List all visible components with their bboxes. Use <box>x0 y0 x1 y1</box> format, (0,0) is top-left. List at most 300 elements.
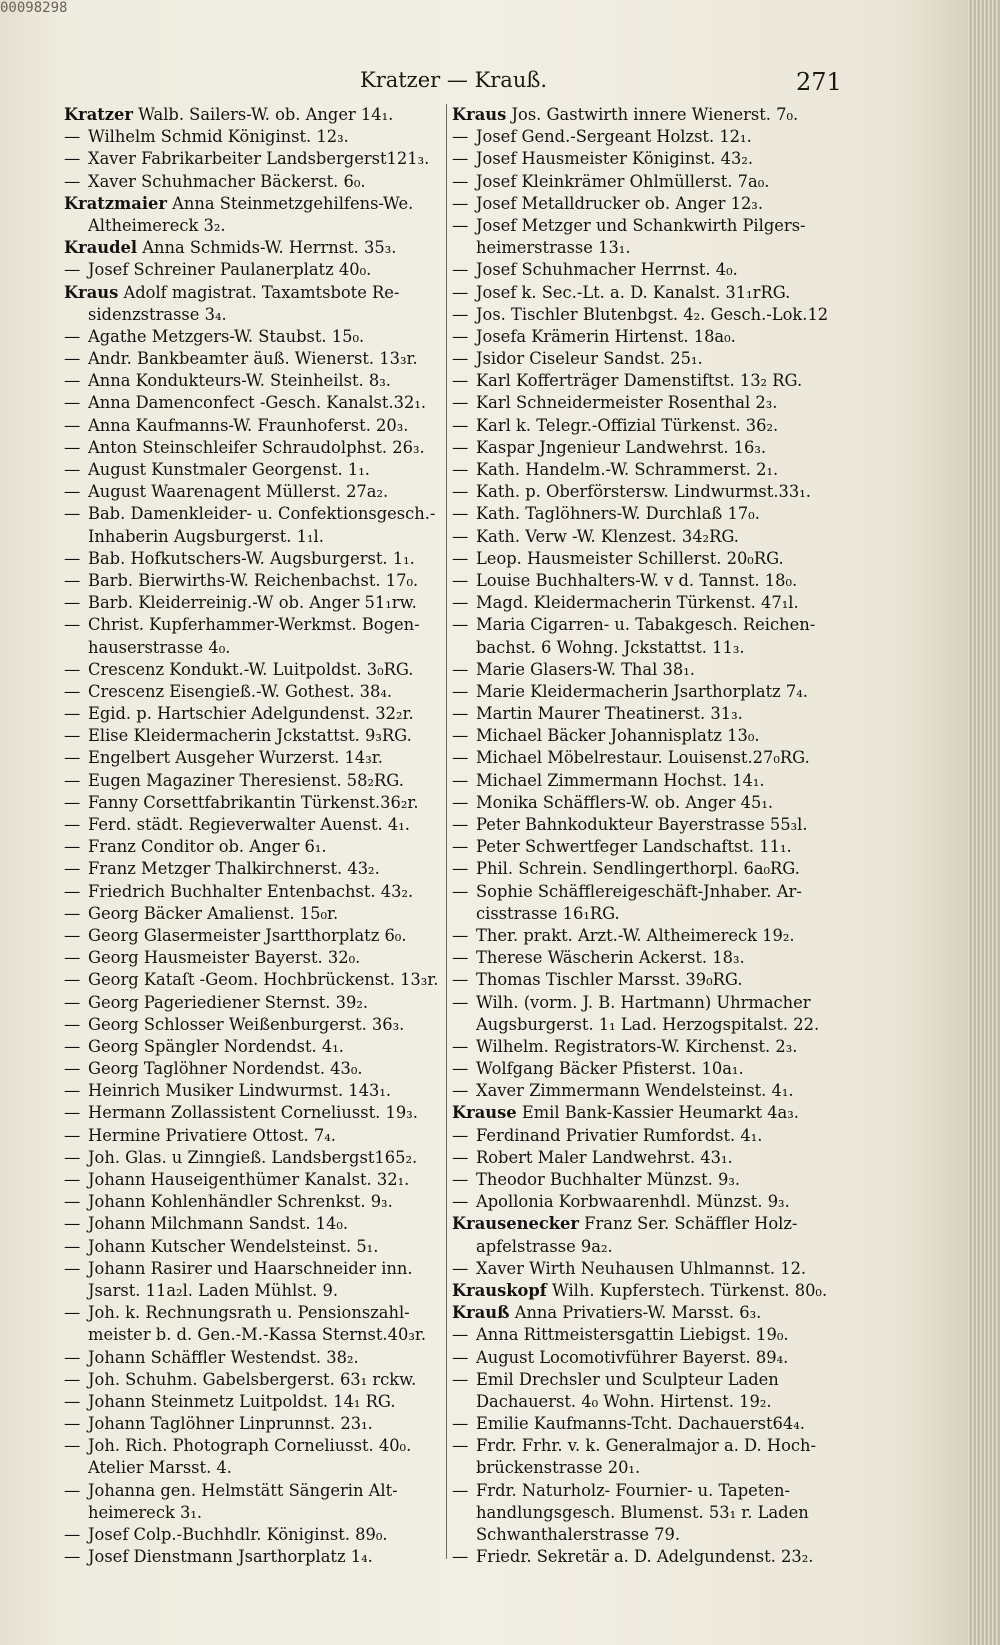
entry-text: Joh. k. Rechnungsrath u. Pensionszahl- <box>88 1303 410 1323</box>
directory-entry <box>64 459 454 481</box>
entry-text: Xaver Schuhmacher Bäckerst. 6₀. <box>88 171 366 191</box>
right-column <box>452 104 857 1568</box>
directory-entry <box>452 947 857 969</box>
directory-entry <box>452 1546 857 1568</box>
surname: Kraudel <box>64 238 138 258</box>
directory-entry <box>64 1524 454 1546</box>
directory-entry <box>64 747 454 769</box>
entry-text: hauserstrasse 4₀. <box>88 637 231 657</box>
entry-text: Marie Glasers-W. Thal 38₁. <box>476 659 695 679</box>
entry-text: Jos. Tischler Blutenbgst. 4₂. Gesch.-Lok.12 <box>476 304 829 324</box>
entry-continuation <box>64 1502 454 1524</box>
directory-entry <box>452 570 857 592</box>
ditto-dash: — <box>64 1036 81 1056</box>
entry-text: Egid. p. Hartschier Adelgundenst. 32₂r. <box>88 704 414 724</box>
entry-text: meister b. d. Gen.-M.-Kassa Sternst.40₃r. <box>88 1325 427 1345</box>
entry-continuation <box>452 237 857 259</box>
directory-entry <box>452 1413 857 1435</box>
ditto-dash: — <box>64 1170 81 1189</box>
surname: Kraus <box>64 282 119 302</box>
entry-text: Emil Bank-Kassier Heumarkt 4a₃. <box>521 1103 799 1123</box>
entry-text: Walb. Sailers-W. ob. Anger 14₁. <box>138 105 394 124</box>
directory-entry <box>64 903 454 925</box>
ditto-dash: — <box>452 948 469 968</box>
entry-text: Atelier Marsst. 4. <box>88 1458 232 1478</box>
directory-entry <box>452 1191 857 1213</box>
entry-text: Karl k. Telegr.-Offizial Türkenst. 36₂. <box>476 415 779 435</box>
entry-text: Dachauerst. 4₀ Wohn. Hirtenst. 19₂. <box>476 1391 772 1411</box>
surname: Kratzer <box>64 105 133 124</box>
surname: Krauskopf <box>452 1280 547 1300</box>
surname: Kratzmaier <box>64 193 167 213</box>
entry-text: Michael Möbelrestaur. Louisenst.27₀RG. <box>476 748 810 768</box>
entry-text: Josef Kleinkrämer Ohlmüllerst. 7a₀. <box>476 171 770 191</box>
directory-entry <box>452 259 857 281</box>
ditto-dash: — <box>64 726 81 746</box>
entry-text: Altheimereck 3₂. <box>88 215 226 235</box>
entry-text: Sophie Schäfflereigeschäft-Jnhaber. Ar- <box>476 881 802 901</box>
directory-entry <box>64 548 454 570</box>
entry-text: Josef Gend.-Sergeant Holzst. 12₁. <box>476 127 752 147</box>
ditto-dash: — <box>64 593 81 613</box>
ditto-dash: — <box>64 1103 81 1123</box>
entry-text: Ferd. städt. Regieverwalter Auenst. 4₁. <box>88 815 410 834</box>
ditto-dash: — <box>452 1436 469 1456</box>
ditto-dash: — <box>452 548 469 568</box>
entry-text: Anna Rittmeistersgattin Liebigst. 19₀. <box>476 1325 789 1345</box>
ditto-dash: — <box>452 1192 469 1212</box>
directory-entry <box>452 969 857 991</box>
entry-continuation <box>64 215 454 237</box>
directory-entry <box>452 348 857 370</box>
ditto-dash: — <box>452 282 469 302</box>
entry-text: Elise Kleidermacherin Jckstattst. 9₃RG. <box>88 726 412 746</box>
directory-entry <box>64 148 454 170</box>
directory-entry <box>452 326 857 348</box>
entry-text: Andr. Bankbeamter äuß. Wienerst. 13₃r. <box>88 349 418 369</box>
directory-entry <box>64 1169 454 1191</box>
entry-text: Wilhelm. Registrators-W. Kirchenst. 2₃. <box>476 1036 798 1056</box>
ditto-dash: — <box>64 815 81 834</box>
directory-entry <box>452 747 857 769</box>
ditto-dash: — <box>452 615 469 635</box>
surname-entry <box>64 282 454 304</box>
directory-entry <box>452 148 857 170</box>
ditto-dash: — <box>452 815 469 834</box>
entry-text: Frdr. Naturholz- Fournier- u. Tapeten- <box>476 1480 790 1500</box>
directory-entry <box>452 1169 857 1191</box>
ditto-dash: — <box>452 1414 469 1434</box>
page-number: 271 <box>796 68 842 96</box>
ditto-dash: — <box>452 1258 469 1278</box>
page-title: Kratzer — Krauß. <box>360 68 548 92</box>
surname-entry <box>452 1102 857 1124</box>
entry-text: Augsburgerst. 1₁ Lad. Herzogspitalst. 22. <box>476 1014 820 1034</box>
entry-text: Jsidor Ciseleur Sandst. 25₁. <box>476 349 703 369</box>
entry-text: Bab. Damenkleider- u. Confektionsgesch.- <box>88 504 436 524</box>
ditto-dash: — <box>452 726 469 746</box>
entry-text: Xaver Fabrikarbeiter Landsbergerst121₃. <box>88 149 430 169</box>
ditto-dash: — <box>452 992 469 1012</box>
directory-entry <box>64 881 454 903</box>
ditto-dash: — <box>452 593 469 613</box>
surname-entry <box>452 1280 857 1302</box>
entry-continuation <box>452 637 857 659</box>
entry-text: Josef k. Sec.-Lt. a. D. Kanalst. 31₁rRG. <box>476 282 791 302</box>
ditto-dash: — <box>452 260 469 280</box>
ditto-dash: — <box>64 504 81 524</box>
ditto-dash: — <box>64 681 81 701</box>
directory-entry <box>64 171 454 193</box>
surname-entry <box>452 1213 857 1235</box>
directory-entry <box>452 1435 857 1457</box>
entry-text: Georg Pageriediener Sternst. 39₂. <box>88 992 369 1012</box>
entry-continuation <box>64 1457 454 1479</box>
ditto-dash: — <box>452 437 469 457</box>
ditto-dash: — <box>64 260 81 280</box>
entry-text: Anton Steinschleifer Schraudolphst. 26₃. <box>88 437 425 457</box>
directory-entry <box>452 592 857 614</box>
directory-entry <box>452 1258 857 1280</box>
directory-entry <box>452 1369 857 1391</box>
ditto-dash: — <box>64 482 81 502</box>
ditto-dash: — <box>452 1081 469 1101</box>
ditto-dash: — <box>452 193 469 213</box>
entry-text: Johann Hauseigenthümer Kanalst. 32₁. <box>88 1170 410 1189</box>
ditto-dash: — <box>64 948 81 968</box>
entry-text: apfelstrasse 9a₂. <box>476 1236 613 1256</box>
directory-entry <box>64 770 454 792</box>
directory-entry <box>452 481 857 503</box>
ditto-dash: — <box>64 1059 81 1079</box>
entry-text: Johann Rasirer und Haarschneider inn. <box>88 1258 413 1278</box>
entry-text: August Kunstmaler Georgenst. 1₁. <box>88 460 370 479</box>
ditto-dash: — <box>64 770 81 790</box>
directory-entry <box>452 392 857 414</box>
column-divider <box>446 104 447 1559</box>
ditto-dash: — <box>64 149 81 169</box>
scan-label: 00098298 <box>0 0 68 16</box>
ditto-dash: — <box>452 859 469 879</box>
ditto-dash: — <box>452 770 469 790</box>
entry-text: Hermine Privatiere Ottost. 7₄. <box>88 1125 336 1145</box>
ditto-dash: — <box>452 1480 469 1500</box>
directory-entry <box>452 503 857 525</box>
entry-text: Josef Colp.-Buchhdlr. Königinst. 89₀. <box>88 1525 388 1544</box>
directory-entry <box>452 725 857 747</box>
ditto-dash: — <box>64 1192 81 1212</box>
entry-text: Michael Zimmermann Hochst. 14₁. <box>476 770 765 790</box>
directory-entry <box>64 1213 454 1235</box>
directory-entry <box>64 1036 454 1058</box>
directory-entry <box>64 1014 454 1036</box>
directory-entry <box>452 1324 857 1346</box>
directory-entry <box>64 1369 454 1391</box>
ditto-dash: — <box>64 992 81 1012</box>
surname-entry <box>452 104 857 126</box>
ditto-dash: — <box>452 659 469 679</box>
ditto-dash: — <box>452 570 469 590</box>
ditto-dash: — <box>64 1414 81 1434</box>
entry-text: Johann Steinmetz Luitpoldst. 14₁ RG. <box>88 1391 396 1411</box>
entry-text: Crescenz Kondukt.-W. Luitpoldst. 3₀RG. <box>88 659 414 679</box>
ditto-dash: — <box>64 615 81 635</box>
entry-continuation <box>64 1280 454 1302</box>
entry-text: Xaver Wirth Neuhausen Uhlmannst. 12. <box>476 1258 807 1278</box>
entry-text: August Waarenagent Müllerst. 27a₂. <box>88 482 389 502</box>
ditto-dash: — <box>452 171 469 191</box>
page-header <box>0 68 968 102</box>
entry-text: Engelbert Ausgeher Wurzerst. 14₃r. <box>88 748 383 768</box>
ditto-dash: — <box>452 215 469 235</box>
entry-text: Josef Dienstmann Jsarthorplatz 1₄. <box>88 1547 373 1567</box>
entry-text: Magd. Kleidermacherin Türkenst. 47₁l. <box>476 593 799 613</box>
entry-continuation <box>64 1324 454 1346</box>
directory-entry <box>64 1102 454 1124</box>
ditto-dash: — <box>64 704 81 724</box>
directory-entry <box>64 1435 454 1457</box>
entry-continuation <box>452 1457 857 1479</box>
entry-text: Marie Kleidermacherin Jsarthorplatz 7₄. <box>476 681 808 701</box>
entry-text: Franz Conditor ob. Anger 6₁. <box>88 837 327 857</box>
entry-text: Peter Schwertfeger Landschaftst. 11₁. <box>476 837 792 857</box>
ditto-dash: — <box>452 1059 469 1079</box>
entry-text: heimereck 3₁. <box>88 1502 203 1522</box>
entry-text: Apollonia Korbwaarenhdl. Münzst. 9₃. <box>476 1192 790 1212</box>
directory-entry <box>64 437 454 459</box>
ditto-dash: — <box>64 1436 81 1456</box>
directory-entry <box>64 1391 454 1413</box>
entry-text: Georg Kataſt -Geom. Hochbrückenst. 13₃r. <box>88 970 439 990</box>
directory-entry <box>452 126 857 148</box>
entry-text: Anna Kondukteurs-W. Steinheilst. 8₃. <box>88 371 391 391</box>
entry-text: Ther. prakt. Arzt.-W. Altheimereck 19₂. <box>476 925 795 945</box>
entry-text: Fanny Corsettfabrikantin Türkenst.36₂r. <box>88 792 419 812</box>
entry-text: Georg Spängler Nordendst. 4₁. <box>88 1036 344 1056</box>
ditto-dash: — <box>64 659 81 679</box>
ditto-dash: — <box>64 371 81 391</box>
directory-entry <box>452 370 857 392</box>
ditto-dash: — <box>64 1303 81 1323</box>
ditto-dash: — <box>64 792 81 812</box>
entry-text: Kath. Handelm.-W. Schrammerst. 2₁. <box>476 460 779 479</box>
entry-text: Anna Steinmetzgehilfens-We. <box>172 193 414 213</box>
entry-text: Friedr. Sekretär a. D. Adelgundenst. 23₂. <box>476 1547 814 1567</box>
directory-entry <box>452 526 857 548</box>
ditto-dash: — <box>452 149 469 169</box>
ditto-dash: — <box>64 415 81 435</box>
directory-entry <box>64 1147 454 1169</box>
entry-text: Kath. p. Oberförstersw. Lindwurmst.33₁. <box>476 482 811 502</box>
ditto-dash: — <box>452 681 469 701</box>
ditto-dash: — <box>452 792 469 812</box>
ditto-dash: — <box>64 925 81 945</box>
directory-entry <box>452 836 857 858</box>
entry-text: handlungsgesch. Blumenst. 53₁ r. Laden <box>476 1502 809 1522</box>
entry-text: Wolfgang Bäcker Pfisterst. 10a₁. <box>476 1059 744 1079</box>
entry-text: Barb. Bierwirths-W. Reichenbachst. 17₀. <box>88 570 419 590</box>
ditto-dash: — <box>64 1014 81 1034</box>
directory-entry <box>452 415 857 437</box>
directory-entry <box>64 947 454 969</box>
entry-text: Monika Schäfflers-W. ob. Anger 45₁. <box>476 792 774 812</box>
entry-text: Adolf magistrat. Taxamtsbote Re- <box>123 282 400 302</box>
ditto-dash: — <box>64 1081 81 1101</box>
entry-text: Theodor Buchhalter Münzst. 9₃. <box>476 1170 741 1189</box>
ditto-dash: — <box>452 526 469 546</box>
entry-text: Georg Hausmeister Bayerst. 32₀. <box>88 948 361 968</box>
ditto-dash: — <box>64 1347 81 1367</box>
entry-text: Friedrich Buchhalter Entenbachst. 43₂. <box>88 881 414 901</box>
entry-text: Joh. Glas. u Zinngieß. Landsbergst165₂. <box>88 1147 418 1167</box>
entry-text: Josef Metzger und Schankwirth Pilgers- <box>476 215 806 235</box>
directory-entry <box>452 1058 857 1080</box>
entry-text: Louise Buchhalters-W. v d. Tannst. 18₀. <box>476 570 798 590</box>
entry-text: Josef Hausmeister Königinst. 43₂. <box>476 149 754 169</box>
ditto-dash: — <box>452 1325 469 1345</box>
ditto-dash: — <box>64 349 81 369</box>
directory-entry <box>452 858 857 880</box>
entry-continuation <box>452 1014 857 1036</box>
ditto-dash: — <box>64 127 81 147</box>
ditto-dash: — <box>64 970 81 990</box>
directory-entry <box>452 193 857 215</box>
ditto-dash: — <box>452 371 469 391</box>
ditto-dash: — <box>64 460 81 479</box>
entry-text: heimerstrasse 13₁. <box>476 238 631 258</box>
entry-text: Peter Bahnkodukteur Bayerstrasse 55₃l. <box>476 815 808 834</box>
entry-text: Wilhelm Schmid Königinst. 12₃. <box>88 127 349 147</box>
directory-entry <box>64 925 454 947</box>
directory-entry <box>452 792 857 814</box>
entry-text: sidenzstrasse 3₄. <box>88 304 227 324</box>
ditto-dash: — <box>64 1525 81 1544</box>
directory-entry <box>64 703 454 725</box>
directory-entry <box>64 1191 454 1213</box>
ditto-dash: — <box>452 925 469 945</box>
entry-text: Josef Schreiner Paulanerplatz 40₀. <box>88 260 372 280</box>
directory-entry <box>64 1058 454 1080</box>
entry-text: Ferdinand Privatier Rumfordst. 4₁. <box>476 1125 763 1145</box>
ditto-dash: — <box>452 1547 469 1567</box>
directory-entry <box>452 304 857 326</box>
entry-text: Johann Schäffler Westendst. 38₂. <box>88 1347 359 1367</box>
entry-continuation <box>64 526 454 548</box>
entry-text: Inhaberin Augsburgerst. 1₁l. <box>88 526 324 546</box>
surname-entry <box>64 193 454 215</box>
surname-entry <box>64 104 454 126</box>
entry-text: Kath. Taglöhners-W. Durchlaß 17₀. <box>476 504 760 524</box>
entry-text: Hermann Zollassistent Corneliusst. 19₃. <box>88 1103 418 1123</box>
entry-text: Eugen Magaziner Theresienst. 58₂RG. <box>88 770 404 790</box>
entry-continuation <box>64 304 454 326</box>
entry-continuation <box>452 1524 857 1546</box>
entry-text: Barb. Kleiderreinig.-W ob. Anger 51₁rw. <box>88 593 417 613</box>
directory-entry <box>64 836 454 858</box>
entry-continuation <box>452 1502 857 1524</box>
entry-continuation <box>64 637 454 659</box>
ditto-dash: — <box>452 415 469 435</box>
ditto-dash: — <box>64 903 81 923</box>
directory-entry <box>64 659 454 681</box>
directory-entry <box>452 1480 857 1502</box>
ditto-dash: — <box>64 859 81 879</box>
entry-text: Johann Milchmann Sandst. 14₀. <box>88 1214 349 1234</box>
ditto-dash: — <box>452 1347 469 1367</box>
ditto-dash: — <box>64 1147 81 1167</box>
entry-text: Emilie Kaufmanns-Tcht. Dachauerst64₄. <box>476 1414 805 1434</box>
directory-entry <box>64 1302 454 1324</box>
directory-entry <box>452 548 857 570</box>
directory-entry <box>452 1347 857 1369</box>
entry-text: Johanna gen. Helmstätt Sängerin Alt- <box>88 1480 398 1500</box>
ditto-dash: — <box>452 970 469 990</box>
entry-text: Karl Kofferträger Damenstiftst. 13₂ RG. <box>476 371 803 391</box>
directory-entry <box>452 681 857 703</box>
entry-text: Frdr. Frhr. v. k. Generalmajor a. D. Hoch- <box>476 1436 816 1456</box>
directory-entry <box>452 881 857 903</box>
ditto-dash: — <box>64 1214 81 1234</box>
ditto-dash: — <box>452 304 469 324</box>
entry-text: Heinrich Musiker Lindwurmst. 143₁. <box>88 1081 392 1101</box>
ditto-dash: — <box>452 393 469 413</box>
directory-entry <box>452 215 857 237</box>
ditto-dash: — <box>452 881 469 901</box>
ditto-dash: — <box>452 504 469 524</box>
directory-entry <box>64 681 454 703</box>
directory-entry <box>64 481 454 503</box>
entry-text: Georg Bäcker Amalienst. 15₀r. <box>88 903 339 923</box>
entry-text: Joh. Schuhm. Gabelsbergerst. 63₁ rckw. <box>88 1369 417 1389</box>
entry-text: Josef Metalldrucker ob. Anger 12₃. <box>476 193 764 213</box>
entry-text: Johann Kutscher Wendelsteinst. 5₁. <box>88 1236 379 1256</box>
ditto-dash: — <box>452 1170 469 1189</box>
entry-text: Joh. Rich. Photograph Corneliusst. 40₀. <box>88 1436 412 1456</box>
directory-entry <box>64 1125 454 1147</box>
directory-entry <box>64 858 454 880</box>
surname: Kraus <box>452 105 507 124</box>
directory-entry <box>64 326 454 348</box>
ditto-dash: — <box>64 1258 81 1278</box>
entry-text: Schwanthalerstrasse 79. <box>476 1525 681 1544</box>
ditto-dash: — <box>64 1480 81 1500</box>
directory-entry <box>452 459 857 481</box>
entry-text: Anna Kaufmanns-W. Fraunhoferst. 20₃. <box>88 415 409 435</box>
entry-text: Franz Metzger Thalkirchnerst. 43₂. <box>88 859 380 879</box>
entry-text: Georg Taglöhner Nordendst. 43₀. <box>88 1059 363 1079</box>
entry-text: Anna Damenconfect -Gesch. Kanalst.32₁. <box>88 393 427 413</box>
directory-entry <box>64 392 454 414</box>
directory-entry <box>452 814 857 836</box>
entry-text: Georg Schlosser Weißenburgerst. 36₃. <box>88 1014 405 1034</box>
book-page-edges <box>968 0 1000 1645</box>
directory-entry <box>64 1236 454 1258</box>
entry-continuation <box>452 1391 857 1413</box>
entry-text: Agathe Metzgers-W. Staubst. 15₀. <box>88 326 365 346</box>
directory-entry <box>452 992 857 1014</box>
directory-entry <box>64 370 454 392</box>
directory-entry <box>452 703 857 725</box>
entry-text: Martin Maurer Theatinerst. 31₃. <box>476 704 743 724</box>
entry-text: bachst. 6 Wohng. Jckstattst. 11₃. <box>476 637 745 657</box>
directory-entry <box>64 814 454 836</box>
surname-entry <box>452 1302 857 1324</box>
entry-text: Karl Schneidermeister Rosenthal 2₃. <box>476 393 778 413</box>
entry-continuation <box>452 903 857 925</box>
directory-entry <box>64 348 454 370</box>
entry-text: Anna Privatiers-W. Marsst. 6₃. <box>514 1303 762 1323</box>
ditto-dash: — <box>452 127 469 147</box>
